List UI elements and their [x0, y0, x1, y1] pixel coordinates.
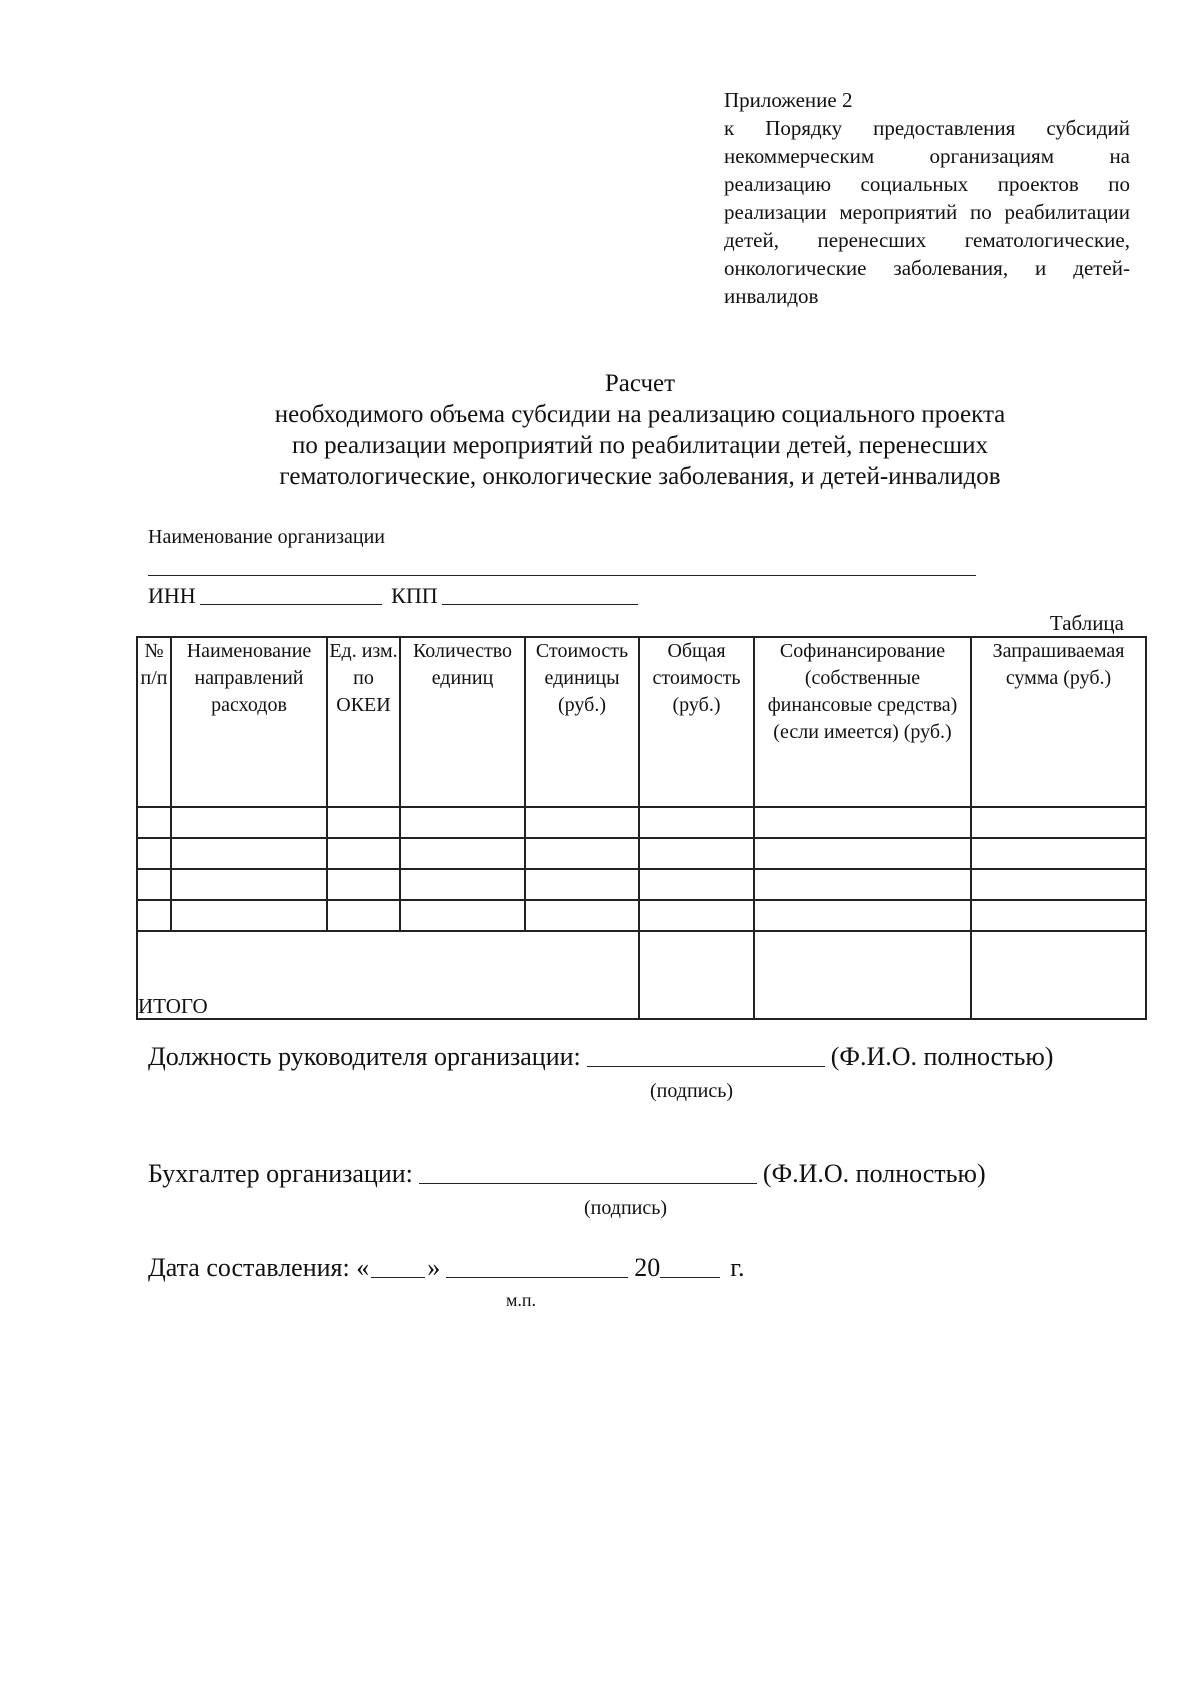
table-cell[interactable]: [525, 869, 639, 900]
table-header-row: [137, 637, 1146, 807]
table-cell[interactable]: [971, 869, 1146, 900]
table-cell[interactable]: [971, 807, 1146, 838]
table-total-row: [137, 931, 1146, 1019]
total-cost-cell[interactable]: [639, 931, 754, 1019]
title-line-4: гематологические, онкологические заболевания, и детей-инвалидов: [279, 463, 1001, 490]
table-cell[interactable]: [327, 807, 400, 838]
date-year-prefix: 20: [634, 1253, 661, 1282]
head-signature-row: [148, 1040, 1053, 1072]
stamp-place-label: м.п.: [506, 1290, 537, 1310]
title-line-1: Расчет: [604, 370, 676, 397]
table-caption: Таблица: [1049, 611, 1124, 635]
header-cofinancing: Софинансирование (собственные финансовые средства) (если имеется) (руб.): [754, 637, 971, 807]
total-label: ИТОГО: [137, 931, 639, 1019]
accountant-label: Бухгалтер организации:: [148, 1159, 413, 1188]
table-cell[interactable]: [171, 900, 327, 931]
date-row: [148, 1251, 744, 1283]
accountant-fullname-label: (Ф.И.О. полностью): [762, 1159, 986, 1188]
accountant-signature-row: [148, 1157, 986, 1189]
header-unit-cost: Стоимость единицы (руб.): [525, 637, 639, 807]
date-day-field[interactable]: [371, 1251, 425, 1278]
header-requested-amount: Запрашиваемая сумма (руб.): [971, 637, 1146, 807]
appendix-block: [724, 86, 1130, 310]
table-cell[interactable]: [171, 807, 327, 838]
subsidy-calculation-table: [136, 636, 1147, 1020]
table-cell[interactable]: [171, 838, 327, 869]
table-cell[interactable]: [754, 869, 971, 900]
kpp-label: КПП: [391, 583, 438, 608]
table-cell[interactable]: [971, 838, 1146, 869]
header-quantity: Количество единиц: [400, 637, 525, 807]
title-line-3: по реализации мероприятий по реабилитации детей, перенесших: [291, 432, 989, 459]
org-name-field[interactable]: [148, 575, 976, 576]
table-row: [137, 900, 1146, 931]
date-quote-close: »: [427, 1253, 441, 1282]
kpp-field[interactable]: [442, 582, 638, 605]
table-cell[interactable]: [754, 838, 971, 869]
inn-label: ИНН: [148, 583, 196, 608]
total-requested-cell[interactable]: [971, 931, 1146, 1019]
table-cell[interactable]: [525, 838, 639, 869]
table-cell[interactable]: [754, 807, 971, 838]
title-line-2: необходимого объема субсидии на реализацию социального проекта: [274, 401, 1006, 428]
head-signature-field[interactable]: [587, 1040, 825, 1067]
header-unit: Ед. изм. по ОКЕИ: [327, 637, 400, 807]
total-cofinancing-cell[interactable]: [754, 931, 971, 1019]
org-name-label: Наименование организации: [148, 526, 385, 548]
table-cell[interactable]: [639, 807, 754, 838]
table-cell[interactable]: [327, 838, 400, 869]
table-row: [137, 869, 1146, 900]
header-total-cost: Общая стоимость (руб.): [639, 637, 754, 807]
head-signature-hint: (подпись): [650, 1080, 734, 1102]
inn-field[interactable]: [200, 582, 382, 605]
appendix-heading: Приложение 2: [724, 88, 853, 112]
document-title: [130, 368, 1150, 492]
table-row: [137, 807, 1146, 838]
table-cell[interactable]: [639, 869, 754, 900]
table-cell[interactable]: [137, 838, 171, 869]
header-expense-direction: Наименование направлений расходов: [171, 637, 327, 807]
table-cell[interactable]: [137, 869, 171, 900]
table-row: [137, 838, 1146, 869]
accountant-signature-hint: (подпись): [584, 1197, 668, 1219]
table-cell[interactable]: [171, 869, 327, 900]
table-cell[interactable]: [971, 900, 1146, 931]
table-cell[interactable]: [400, 869, 525, 900]
table-cell[interactable]: [400, 838, 525, 869]
table-cell[interactable]: [639, 900, 754, 931]
table-cell[interactable]: [400, 807, 525, 838]
date-year-field[interactable]: [660, 1251, 720, 1278]
header-number: № п/п: [137, 637, 171, 807]
table-cell[interactable]: [137, 900, 171, 931]
date-month-field[interactable]: [446, 1251, 628, 1278]
inn-kpp-row: [148, 582, 642, 609]
table-cell[interactable]: [137, 807, 171, 838]
accountant-signature-field[interactable]: [419, 1157, 757, 1184]
head-position-label: Должность руководителя организации:: [148, 1042, 581, 1071]
table-cell[interactable]: [754, 900, 971, 931]
table-cell[interactable]: [400, 900, 525, 931]
table-cell[interactable]: [639, 838, 754, 869]
head-fullname-label: (Ф.И.О. полностью): [830, 1042, 1054, 1071]
table-cell[interactable]: [525, 807, 639, 838]
table-cell[interactable]: [327, 900, 400, 931]
table-cell[interactable]: [327, 869, 400, 900]
table-cell[interactable]: [525, 900, 639, 931]
appendix-text: к Порядку предоставления субсидий некоммерческим организациям на реализацию социальных проектов по реализации мероприятий по реабилитации детей, перенесших гематологические, онкологические заболевания, и детей-инвалидов: [724, 116, 1130, 308]
date-label: Дата составления: «: [148, 1253, 370, 1282]
date-suffix: г.: [730, 1253, 745, 1282]
